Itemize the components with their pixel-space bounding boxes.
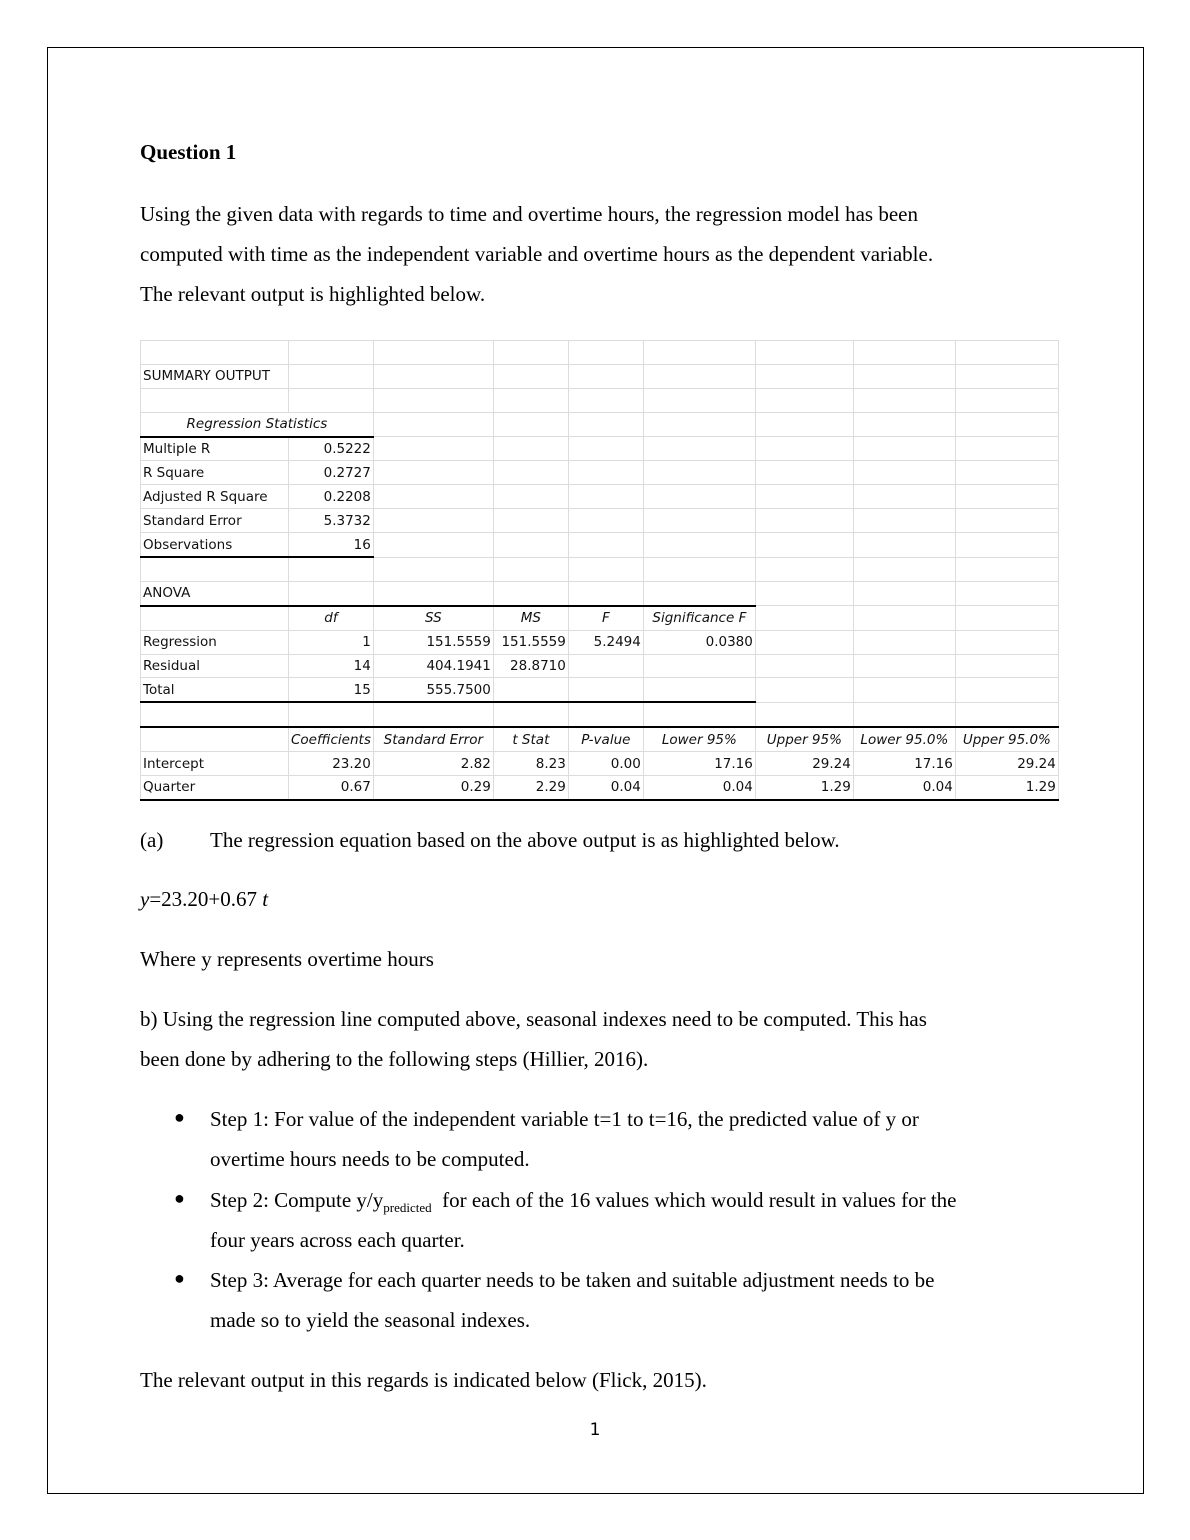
table-row	[141, 678, 1059, 702]
step-2-b: for each of the 16 values which would result in values for the	[431, 1188, 957, 1212]
table-cell	[643, 341, 755, 365]
table-cell: ANOVA	[141, 581, 289, 605]
table-cell	[853, 654, 955, 678]
table-cell: 28.8710	[493, 654, 568, 678]
table-row	[141, 752, 1059, 776]
table-cell	[493, 702, 568, 727]
table-cell: 0.67	[289, 776, 374, 800]
table-cell	[373, 581, 493, 605]
table-cell	[853, 485, 955, 509]
table-cell	[373, 702, 493, 727]
table-cell: 15	[289, 678, 374, 702]
table-cell: 2.29	[493, 776, 568, 800]
table-cell	[493, 509, 568, 533]
part-b-line: been done by adhering to the following steps (Hillier, 2016).	[140, 1047, 649, 1071]
table-cell	[141, 606, 289, 630]
table-cell	[141, 557, 289, 581]
table-cell	[568, 388, 643, 412]
table-cell	[955, 509, 1058, 533]
table-cell: t Stat	[493, 727, 568, 751]
table-cell: Quarter	[141, 776, 289, 800]
table-cell: 2.82	[373, 752, 493, 776]
table-cell: 29.24	[755, 752, 853, 776]
table-cell: 0.04	[643, 776, 755, 800]
table-cell: Coefficients	[289, 727, 374, 751]
table-row	[141, 509, 1059, 533]
table-cell	[955, 461, 1058, 485]
table-cell: 1	[289, 630, 374, 654]
table-cell: Standard Error	[373, 727, 493, 751]
table-cell	[373, 437, 493, 461]
table-cell	[289, 702, 374, 727]
table-cell	[643, 388, 755, 412]
table-cell	[853, 509, 955, 533]
table-cell	[493, 437, 568, 461]
table-row	[141, 341, 1059, 365]
table-row	[141, 581, 1059, 605]
part-a	[140, 820, 1040, 860]
table-cell: SUMMARY OUTPUT	[141, 364, 289, 388]
table-row	[141, 485, 1059, 509]
table-cell	[755, 509, 853, 533]
table-cell	[568, 461, 643, 485]
table-cell: R Square	[141, 461, 289, 485]
eq-t: t	[262, 887, 269, 911]
table-cell: 151.5559	[493, 630, 568, 654]
table-cell: Significance F	[643, 606, 755, 630]
table-cell: 16	[289, 533, 374, 557]
table-cell	[568, 581, 643, 605]
table-cell	[755, 654, 853, 678]
table-cell	[955, 364, 1058, 388]
table-cell	[289, 364, 374, 388]
table-cell	[141, 388, 289, 412]
part-a-text: The regression equation based on the above output is as highlighted below.	[210, 828, 840, 852]
table-cell	[289, 581, 374, 605]
table-cell	[568, 654, 643, 678]
step-3-cont: made so to yield the seasonal indexes.	[210, 1308, 531, 1332]
table-cell	[955, 437, 1058, 461]
table-cell	[755, 581, 853, 605]
table-cell	[755, 461, 853, 485]
table-cell: Regression	[141, 630, 289, 654]
table-cell: 8.23	[493, 752, 568, 776]
table-cell	[755, 557, 853, 581]
table-cell	[568, 485, 643, 509]
table-cell	[755, 485, 853, 509]
where-text: Where y represents overtime hours	[140, 947, 434, 971]
table-row	[141, 727, 1059, 751]
table-cell	[955, 654, 1058, 678]
table-cell: SS	[373, 606, 493, 630]
part-b-line: b) Using the regression line computed above, seasonal indexes need to be computed. This has	[140, 1007, 927, 1031]
table-cell	[643, 364, 755, 388]
table-cell: Standard Error	[141, 509, 289, 533]
table-cell	[568, 557, 643, 581]
table-cell: 404.1941	[373, 654, 493, 678]
table-cell	[755, 388, 853, 412]
table-cell: 17.16	[643, 752, 755, 776]
table-cell	[853, 630, 955, 654]
table-cell	[643, 437, 755, 461]
table-cell	[568, 437, 643, 461]
table-cell	[955, 702, 1058, 727]
table-cell: 23.20	[289, 752, 374, 776]
step-1-cont: overtime hours needs to be computed.	[210, 1147, 530, 1171]
table-cell: Observations	[141, 533, 289, 557]
table-cell	[373, 412, 493, 436]
table-cell	[141, 702, 289, 727]
table-cell	[373, 557, 493, 581]
eq-y: y	[140, 887, 150, 911]
table-cell	[373, 364, 493, 388]
table-cell	[955, 678, 1058, 702]
part-a-label: (a)	[140, 828, 164, 852]
eq-body: =23.20+0.67	[149, 887, 258, 911]
table-cell: 14	[289, 654, 374, 678]
table-cell: Adjusted R Square	[141, 485, 289, 509]
table-cell: 0.0380	[643, 630, 755, 654]
table-cell	[568, 364, 643, 388]
table-cell: Upper 95.0%	[955, 727, 1058, 751]
table-cell	[755, 533, 853, 557]
table-cell: Regression Statistics	[141, 412, 374, 436]
bullet-icon: ●	[174, 1188, 185, 1208]
regression-equation	[140, 879, 1040, 919]
table-row	[141, 437, 1059, 461]
table-cell: 0.04	[853, 776, 955, 800]
page-number: 1	[589, 1420, 601, 1440]
bullet-icon: ●	[174, 1268, 185, 1288]
table-cell	[493, 557, 568, 581]
step-3: Step 3: Average for each quarter needs to be taken and suitable adjustment needs to be	[210, 1268, 935, 1292]
table-cell	[853, 364, 955, 388]
table-cell: df	[289, 606, 374, 630]
intro-line: computed with time as the independent variable and overtime hours as the dependent variable.	[140, 242, 934, 266]
table-cell	[568, 678, 643, 702]
table-cell	[568, 533, 643, 557]
table-cell: 0.2727	[289, 461, 374, 485]
table-cell: Lower 95%	[643, 727, 755, 751]
table-cell	[955, 557, 1058, 581]
table-cell	[755, 364, 853, 388]
step-2-a: Step 2: Compute y/y	[210, 1188, 384, 1212]
table-cell	[643, 581, 755, 605]
table-cell	[643, 533, 755, 557]
table-row	[141, 606, 1059, 630]
table-cell	[643, 702, 755, 727]
table-cell: 0.04	[568, 776, 643, 800]
table-cell	[643, 412, 755, 436]
table-cell	[643, 654, 755, 678]
table-cell	[755, 412, 853, 436]
table-cell	[493, 461, 568, 485]
table-cell	[853, 437, 955, 461]
table-cell: 0.2208	[289, 485, 374, 509]
table-cell	[955, 485, 1058, 509]
table-cell	[853, 412, 955, 436]
table-cell	[853, 341, 955, 365]
table-cell	[568, 702, 643, 727]
table-cell	[955, 533, 1058, 557]
table-row	[141, 654, 1059, 678]
table-cell: 0.29	[373, 776, 493, 800]
table-cell	[373, 533, 493, 557]
table-cell: 29.24	[955, 752, 1058, 776]
table-cell	[755, 606, 853, 630]
table-row	[141, 388, 1059, 412]
table-cell	[853, 388, 955, 412]
table-cell	[493, 533, 568, 557]
table-row	[141, 557, 1059, 581]
step-1: Step 1: For value of the independent variable t=1 to t=16, the predicted value of y or	[210, 1107, 919, 1131]
table-cell	[141, 727, 289, 751]
table-cell	[755, 678, 853, 702]
table-cell	[141, 341, 289, 365]
table-cell	[493, 341, 568, 365]
table-cell	[643, 461, 755, 485]
table-row	[141, 630, 1059, 654]
table-cell	[493, 412, 568, 436]
table-cell	[643, 557, 755, 581]
table-cell	[493, 388, 568, 412]
table-cell: 0.00	[568, 752, 643, 776]
subscript: predicted	[383, 1200, 432, 1216]
table-cell	[373, 485, 493, 509]
table-cell	[955, 581, 1058, 605]
table-cell	[755, 341, 853, 365]
table-cell	[568, 509, 643, 533]
table-cell	[853, 557, 955, 581]
table-cell	[289, 557, 374, 581]
table-cell	[955, 606, 1058, 630]
table-cell	[853, 461, 955, 485]
table-cell: Upper 95%	[755, 727, 853, 751]
intro-line: The relevant output is highlighted below.	[140, 282, 486, 306]
table-cell: 5.3732	[289, 509, 374, 533]
regression-output-table	[140, 340, 1059, 801]
table-cell: 0.5222	[289, 437, 374, 461]
table-cell: F	[568, 606, 643, 630]
step-2-cont: four years across each quarter.	[210, 1228, 465, 1252]
table-cell	[853, 606, 955, 630]
table-cell	[955, 341, 1058, 365]
closing-text: The relevant output in this regards is indicated below (Flick, 2015).	[140, 1368, 707, 1392]
table-cell	[493, 485, 568, 509]
table-cell	[373, 388, 493, 412]
table-cell	[289, 341, 374, 365]
table-cell	[373, 509, 493, 533]
table-row	[141, 533, 1059, 557]
table-cell: Residual	[141, 654, 289, 678]
table-cell	[493, 581, 568, 605]
table-cell	[853, 702, 955, 727]
table-cell	[373, 341, 493, 365]
table-cell	[755, 437, 853, 461]
table-cell	[493, 364, 568, 388]
table-cell	[643, 485, 755, 509]
table-cell: Lower 95.0%	[853, 727, 955, 751]
table-cell	[853, 581, 955, 605]
question-heading: Question 1	[140, 140, 237, 164]
table-cell	[755, 702, 853, 727]
table-cell: Total	[141, 678, 289, 702]
table-row	[141, 702, 1059, 727]
table-row	[141, 461, 1059, 485]
table-cell	[568, 412, 643, 436]
table-cell: 555.7500	[373, 678, 493, 702]
table-cell	[955, 630, 1058, 654]
table-cell	[755, 630, 853, 654]
intro-line: Using the given data with regards to time and overtime hours, the regression model has been	[140, 202, 918, 226]
table-cell	[289, 388, 374, 412]
table-cell	[373, 461, 493, 485]
table-cell	[853, 533, 955, 557]
table-cell	[643, 678, 755, 702]
table-cell	[955, 388, 1058, 412]
table-cell	[568, 341, 643, 365]
table-cell: 17.16	[853, 752, 955, 776]
table-cell	[493, 678, 568, 702]
table-cell: P-value	[568, 727, 643, 751]
bullet-icon: ●	[174, 1107, 185, 1127]
table-cell	[853, 678, 955, 702]
table-cell	[643, 509, 755, 533]
table-row	[141, 412, 1059, 436]
table-cell: MS	[493, 606, 568, 630]
table-cell: 151.5559	[373, 630, 493, 654]
table-row	[141, 364, 1059, 388]
table-cell	[955, 412, 1058, 436]
table-cell: Multiple R	[141, 437, 289, 461]
table-row	[141, 776, 1059, 800]
table-cell: 1.29	[755, 776, 853, 800]
table-cell: Intercept	[141, 752, 289, 776]
table-cell: 1.29	[955, 776, 1058, 800]
table-cell: 5.2494	[568, 630, 643, 654]
